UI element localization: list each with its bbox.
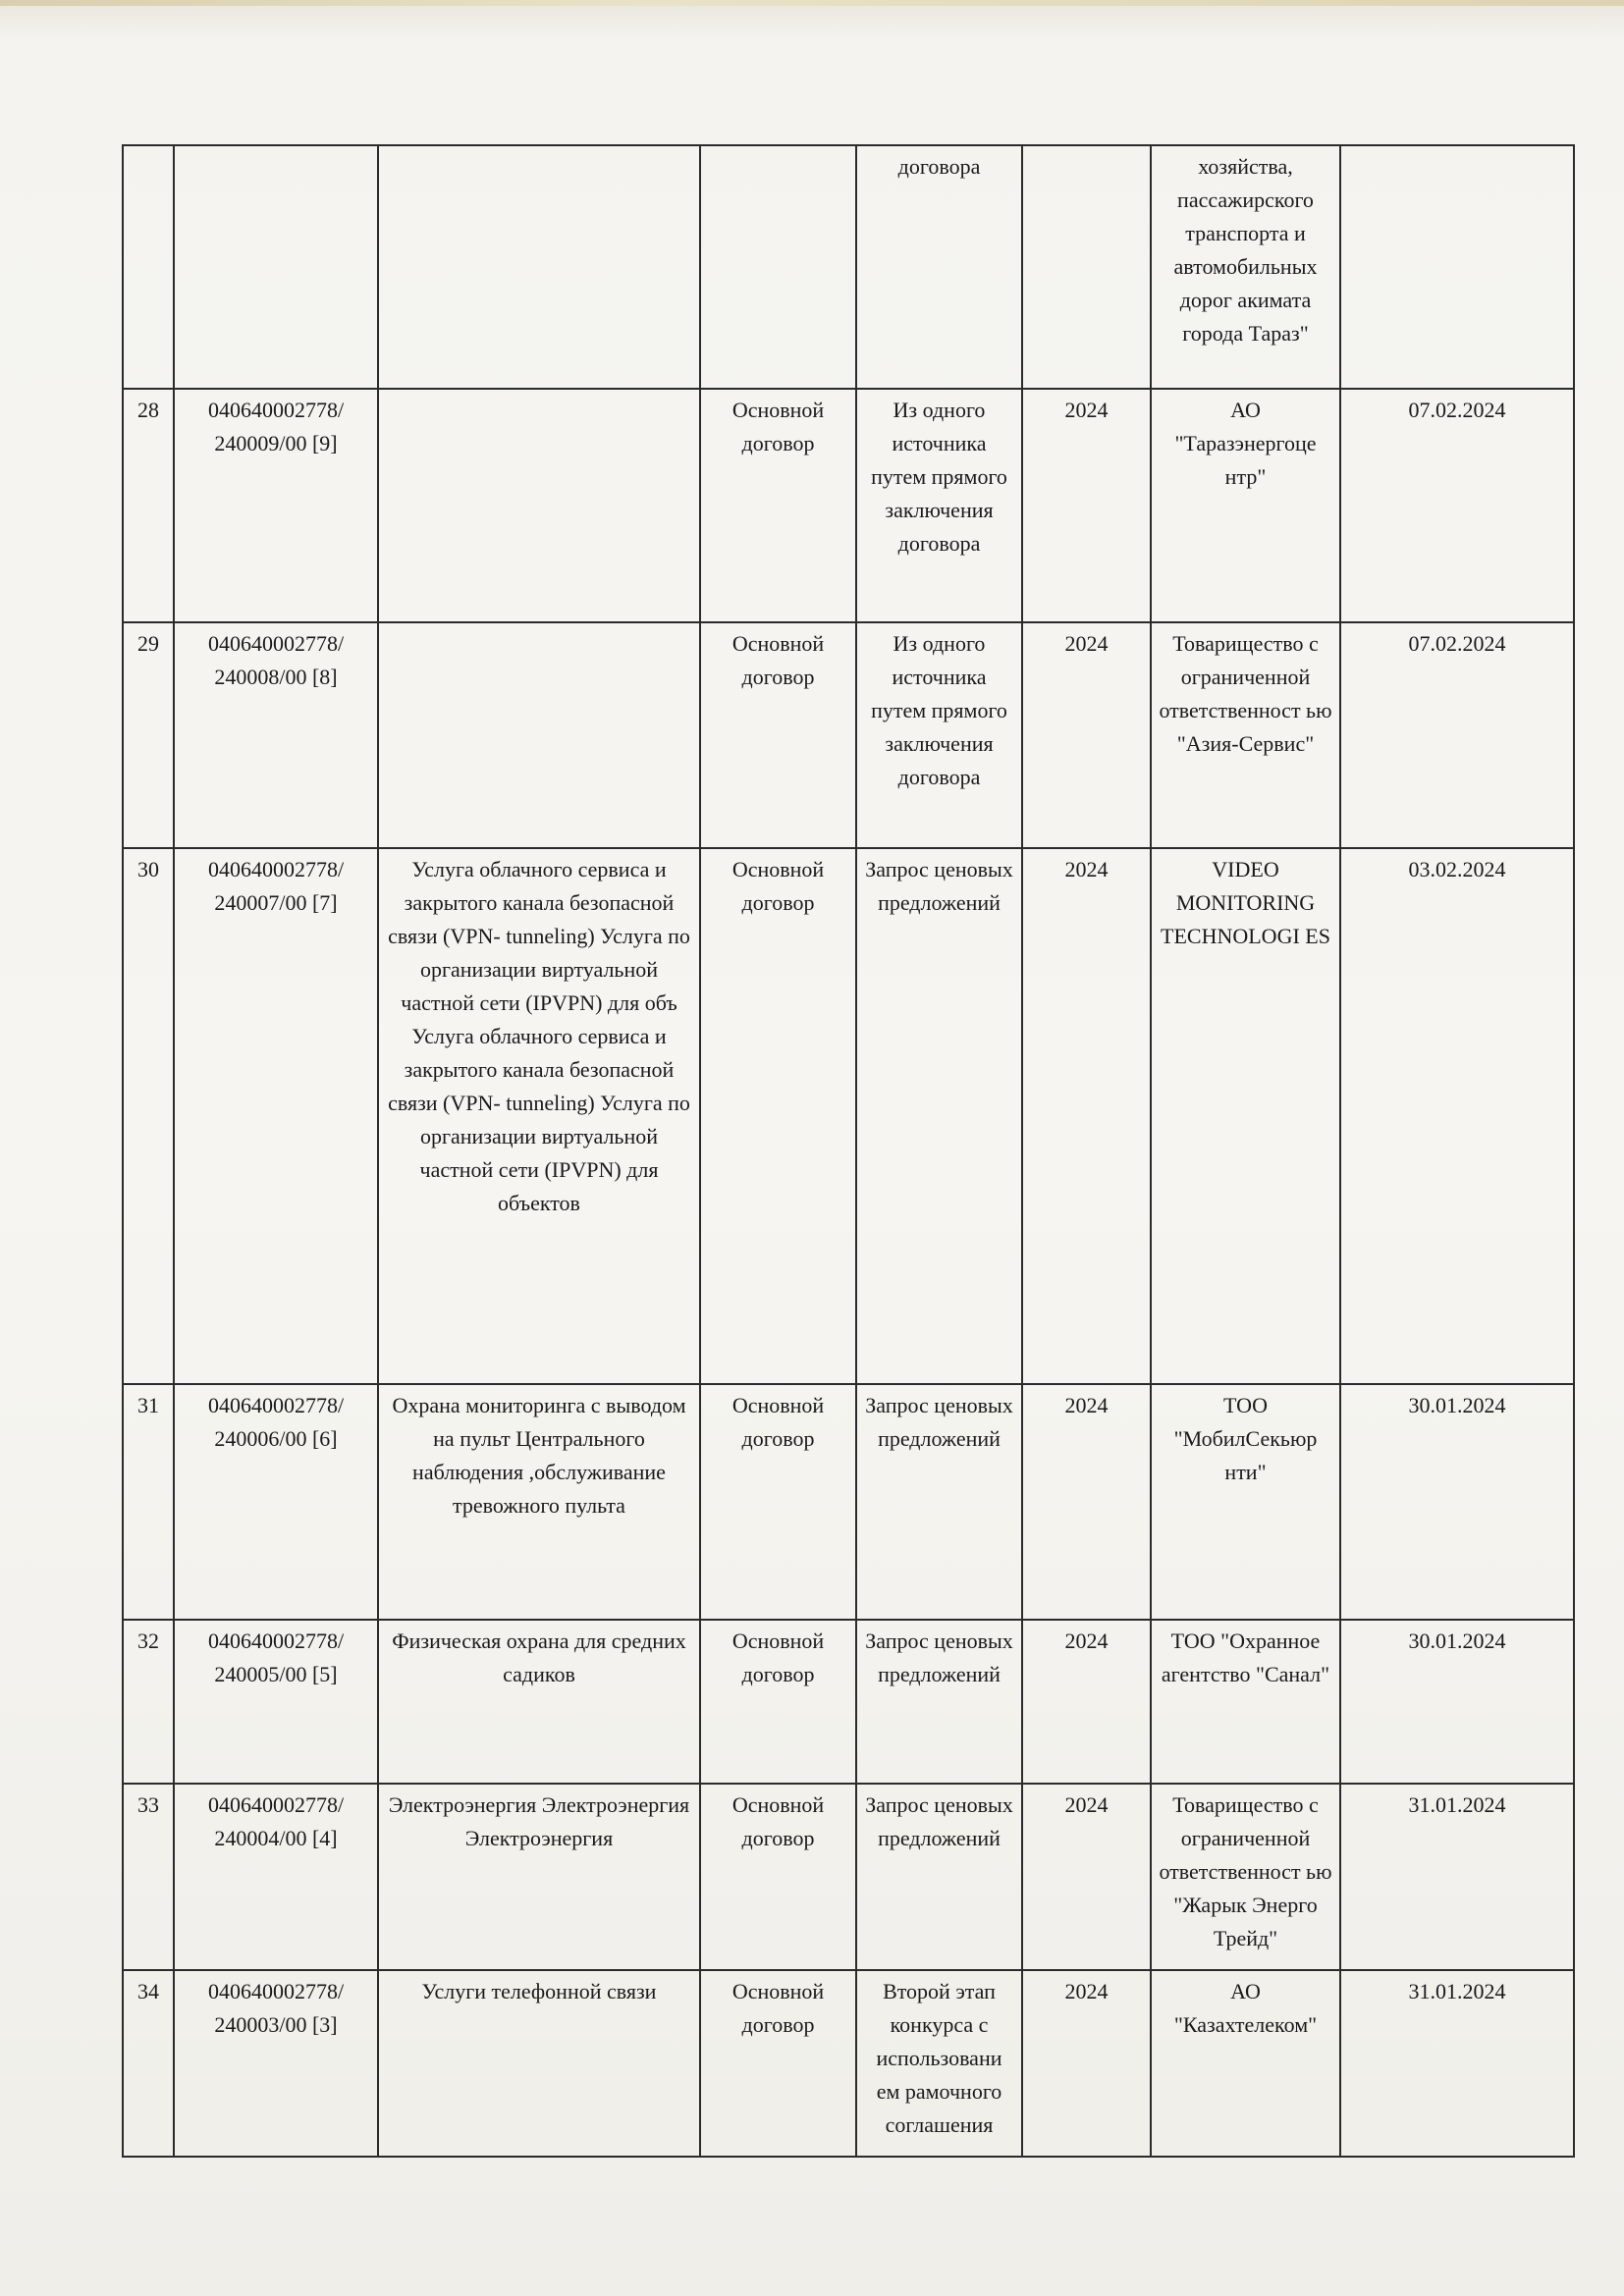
- row-number: 28: [123, 389, 174, 622]
- contract-date: 30.01.2024: [1340, 1620, 1574, 1784]
- procurement-method: Запрос ценовых предложений: [856, 1384, 1022, 1620]
- contract-number: 040640002778/ 240005/00 [5]: [174, 1620, 378, 1784]
- supplier-name: Товарищество с ограниченной ответственност ью "Жарык Энерго Трейд": [1151, 1784, 1340, 1970]
- contract-year: 2024: [1022, 389, 1151, 622]
- contract-type: Основной договор: [700, 848, 856, 1384]
- procurement-method: Запрос ценовых предложений: [856, 1620, 1022, 1784]
- supplier-name: ТОО "МобилСекьюр нти": [1151, 1384, 1340, 1620]
- supplier-name: АО "Таразэнергоце нтр": [1151, 389, 1340, 622]
- contract-subject: [378, 145, 700, 389]
- row-number: 30: [123, 848, 174, 1384]
- contract-subject: Услуги телефонной связи: [378, 1970, 700, 2157]
- page-top-edge: [0, 0, 1624, 6]
- contract-number: 040640002778/ 240007/00 [7]: [174, 848, 378, 1384]
- contract-type: [700, 145, 856, 389]
- supplier-name: Товарищество с ограниченной ответственност ью "Азия-Сервис": [1151, 622, 1340, 848]
- contract-type: Основной договор: [700, 1784, 856, 1970]
- contract-subject: [378, 389, 700, 622]
- procurement-method: Из одного источника путем прямого заключения договора: [856, 622, 1022, 848]
- procurement-method: Запрос ценовых предложений: [856, 1784, 1022, 1970]
- table-row: [123, 1784, 1574, 1970]
- table-row: [123, 622, 1574, 848]
- contract-date: 03.02.2024: [1340, 848, 1574, 1384]
- table-row: [123, 145, 1574, 389]
- contract-type: Основной договор: [700, 389, 856, 622]
- table-row: [123, 1384, 1574, 1620]
- contract-date: 07.02.2024: [1340, 622, 1574, 848]
- contract-number: 040640002778/ 240009/00 [9]: [174, 389, 378, 622]
- contract-subject: [378, 622, 700, 848]
- contract-type: Основной договор: [700, 1970, 856, 2157]
- contract-number: 040640002778/ 240008/00 [8]: [174, 622, 378, 848]
- row-number: [123, 145, 174, 389]
- contract-year: 2024: [1022, 1384, 1151, 1620]
- contract-date: 30.01.2024: [1340, 1384, 1574, 1620]
- contract-date: [1340, 145, 1574, 389]
- contract-subject: Электроэнергия Электроэнергия Электроэнергия: [378, 1784, 700, 1970]
- row-number: 33: [123, 1784, 174, 1970]
- contract-number: 040640002778/ 240004/00 [4]: [174, 1784, 378, 1970]
- contract-year: 2024: [1022, 1970, 1151, 2157]
- contract-subject: Физическая охрана для средних садиков: [378, 1620, 700, 1784]
- contract-date: 07.02.2024: [1340, 389, 1574, 622]
- procurement-method: Из одного источника путем прямого заключения договора: [856, 389, 1022, 622]
- contract-year: [1022, 145, 1151, 389]
- table-row: [123, 848, 1574, 1384]
- supplier-name: VIDEO MONITORING TECHNOLOGI ES: [1151, 848, 1340, 1384]
- contract-year: 2024: [1022, 622, 1151, 848]
- table-row: [123, 389, 1574, 622]
- contract-date: 31.01.2024: [1340, 1970, 1574, 2157]
- table-row: [123, 1970, 1574, 2157]
- contract-date: 31.01.2024: [1340, 1784, 1574, 1970]
- contract-year: 2024: [1022, 848, 1151, 1384]
- contract-type: Основной договор: [700, 1620, 856, 1784]
- contract-type: Основной договор: [700, 622, 856, 848]
- supplier-name: хозяйства, пассажирского транспорта и автомобильных дорог акимата города Тараз": [1151, 145, 1340, 389]
- procurement-method: Второй этап конкурса с использовани ем рамочного соглашения: [856, 1970, 1022, 2157]
- contract-number: 040640002778/ 240006/00 [6]: [174, 1384, 378, 1620]
- supplier-name: ТОО "Охранное агентство "Санал": [1151, 1620, 1340, 1784]
- contract-subject: Услуга облачного сервиса и закрытого канала безопасной связи (VPN- tunneling) Услуга по организации виртуальной частной сети (IPVPN) для объ Услуга облачного сервиса и закрытого канала безопасной связи (VPN- tunneling) Услуга по организации виртуальной частной сети (IPVPN) для объектов: [378, 848, 700, 1384]
- contract-number: 040640002778/ 240003/00 [3]: [174, 1970, 378, 2157]
- contract-number: [174, 145, 378, 389]
- contract-year: 2024: [1022, 1620, 1151, 1784]
- contract-year: 2024: [1022, 1784, 1151, 1970]
- procurement-method: Запрос ценовых предложений: [856, 848, 1022, 1384]
- row-number: 31: [123, 1384, 174, 1620]
- supplier-name: АО "Казахтелеком": [1151, 1970, 1340, 2157]
- row-number: 32: [123, 1620, 174, 1784]
- contract-type: Основной договор: [700, 1384, 856, 1620]
- row-number: 34: [123, 1970, 174, 2157]
- row-number: 29: [123, 622, 174, 848]
- contracts-table: [122, 144, 1575, 2158]
- table-row: [123, 1620, 1574, 1784]
- procurement-method: договора: [856, 145, 1022, 389]
- contract-subject: Охрана мониторинга с выводом на пульт Центрального наблюдения ,обслуживание тревожного пульта: [378, 1384, 700, 1620]
